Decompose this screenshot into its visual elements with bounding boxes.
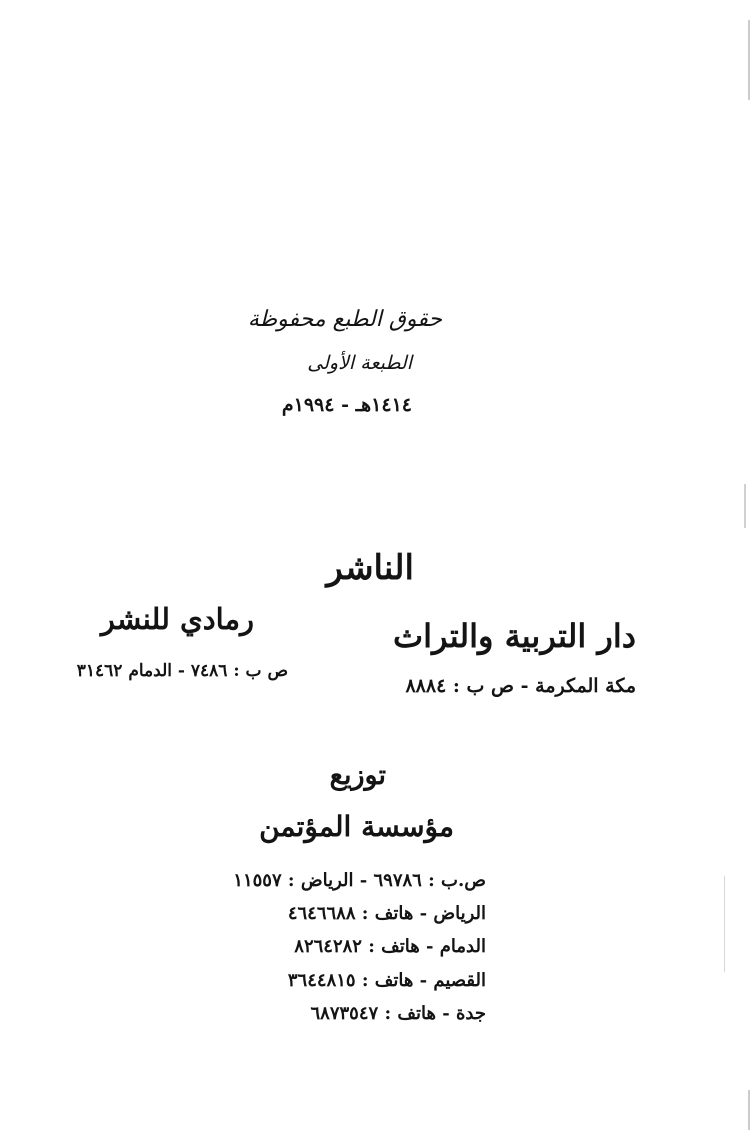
contact-line: ص.ب : ٦٩٧٨٦ - الرياض : ١١٥٥٧ (233, 870, 486, 891)
publication-year: ١٤١٤هـ - ١٩٩٤م (281, 394, 412, 416)
publisher-name-secondary: رمادي للنشر (100, 602, 254, 636)
scan-artifact-top (748, 20, 750, 100)
publisher-name-primary: دار التربية والتراث (393, 617, 636, 655)
copyright-notice: حقوق الطبع محفوظة (247, 307, 442, 332)
edition-label: الطبعة الأولى (307, 352, 412, 374)
scan-artifact-middle (744, 484, 746, 528)
publisher-address-secondary: ص ب : ٧٤٨٦ - الدمام ٣١٤٦٢ (76, 661, 288, 681)
scan-artifact-bottom (748, 1090, 750, 1130)
contact-line: الرياض - هاتف : ٤٦٤٦٦٨٨ (287, 903, 486, 924)
distributor-name: مؤسسة المؤتمن (259, 810, 454, 843)
contact-line: جدة - هاتف : ٦٨٧٣٥٤٧ (310, 1003, 486, 1024)
contact-line: الدمام - هاتف : ٨٢٦٤٢٨٢ (294, 936, 486, 957)
publisher-address-primary: مكة المكرمة - ص ب : ٨٨٨٤ (405, 675, 636, 697)
publisher-heading: الناشر (326, 548, 414, 588)
distribution-heading: توزيع (329, 760, 386, 791)
scan-artifact-lower (724, 876, 725, 972)
contact-line: القصيم - هاتف : ٣٦٤٤٨١٥ (287, 970, 486, 991)
